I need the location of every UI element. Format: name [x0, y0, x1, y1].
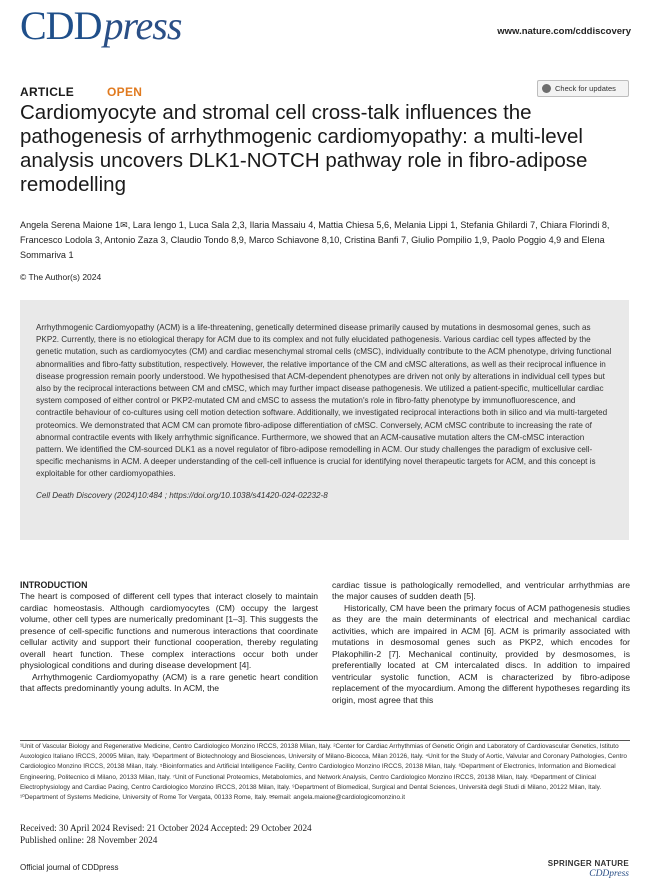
check-updates-button[interactable] — [537, 80, 629, 97]
body-column-left — [20, 580, 318, 695]
paragraph: cardiac tissue is pathologically remodelled, and ventricular arrhythmias are the major causes of sudden death [5]. — [332, 580, 630, 602]
logo-main: CDD — [20, 3, 102, 48]
abstract-box — [20, 300, 629, 540]
publication-dates — [20, 823, 630, 846]
section-heading: INTRODUCTION — [20, 580, 88, 590]
affiliations: ¹Unit of Vascular Biology and Regenerative Medicine, Centro Cardiologico Monzino IRCCS, 20138 Milan, Italy. ²Center for Cardiac Arrhythmias of Genetic Origin and Laboratory of Cardiovascular Genetics, Istituto Auxologico Italiano IRCCS, 20095 Milan, Italy. ³Department of Biotechnology and Biosciences, University of Milano-Bicocca, Milan 20126, Italy. ⁴Unit for the Study of Aortic, Valvular and Coronary Pathologies, Centro Cardiologico Monzino IRCCS, 20138 Milan, Italy. ⁵Bioinformatics and Artificial Intelligence Facility, Centro Cardiologico Monzino IRCCS, 20138 Milan, Italy. ⁶Department of Electronics, Information and Biomedical Engineering, Politecnico di Milano, 20133 Milan, Italy. ⁷Unit of Functional Proteomics, Metabolomics, and Network Analysis, Centro Cardiologico Monzino IRCCS, 20138 Milan, Italy. ⁸Department of Clinical Electrophysiology and Cardiac Pacing, Centro Cardiologico Monzino IRCCS, 20138 Milan, Italy. ⁹Department of Biomedical, Surgical and Dental Sciences, Università degli Studi di Milano, 20122 Milan, Italy. ¹⁰Department of Systems Medicine, University of Rome Tor Vergata, 00133 Rome, Italy. ✉email: angela.maione@cardiologicomonzino.it — [20, 743, 627, 802]
publisher-logo — [548, 858, 629, 880]
update-icon — [542, 84, 551, 93]
footnote-divider — [20, 740, 630, 741]
journal-logo — [20, 2, 181, 49]
paragraph: Arrhythmogenic Cardiomyopathy (ACM) is a rare genetic heart condition that affects predominantly young adults. In ACM, the — [20, 671, 318, 694]
abstract-text: Arrhythmogenic Cardiomyopathy (ACM) is a life-threatening, genetically determined disease primarily caused by mutations in desmosomal genes, such as PKP2. Currently, there is no etiological therapy for ACM due to its complex and not fully elucidated pathogenesis. Various cardiac cell types affected by the genetic mutation, such as cardiomyocytes (CM) and cardiac mesenchymal stromal cells (cMSC), individually contribute to the ACM phenotype, driving functional abnormalities and fibro-fatty substitution, respectively. However, the relative importance of the CM and cMSC alterations, as well as their reciprocal influence in disease progression remain poorly understood. We hypothesised that ACM-dependent phenotypes are driven not only by alterations in individual cell types but also by the reciprocal interactions between CM and cMSC, which may further impact disease pathogenesis. We utilized a patient-specific, multicellular cardiac system composed of either control or PKP2-mutated CM and cMSC to assess the mutation's role in fibro-fatty phenotype by immunofluorescence, and contractile behaviour of co-cultures using cell motion detection software. Additionally, we investigated reciprocal interactions both in silico and via multi-targeted proteomics. We demonstrated that ACM CM can promote fibro-adipose differentiation of cMSC. Conversely, ACM cMSC contribute to increasing the rate of abnormal contractile events with likely arrhythmic significance. Furthermore, we showed that an ACM-causative mutation alters the CM-cMSC interaction pattern. We identified the CM-sourced DLK1 as a novel regulator of fibro-adipose remodelling in ACM. Our study challenges the paradigm of exclusive cell-specific mechanisms in ACM. A deeper understanding of the cell-cell influence is crucial for identifying novel therapeutic targets for ACM, and this concept is exploitable for other cardiomyopathies. — [36, 323, 612, 479]
article-title: Cardiomyocyte and stromal cell cross-talk influences the pathogenesis of arrhythmogenic cardiomyopathy: a multi-level analysis uncovers DLK1-NOTCH pathway role in fibro-adipose remodelling — [20, 101, 588, 196]
body-column-right — [332, 580, 630, 706]
paragraph: The heart is composed of different cell types that interact closely to maintain cardiac homeostasis. Although cardiomyocytes (CM) occupy the largest volume, other cell types are numerically predominant [1–3]. This suggests the presence of cell-specific functions and numerous interactions that coordinate cellular activity and support their functional cooperation, thereby regulating overall heart function. These complex interactions occur both under physiological conditions and during disease development [4]. — [20, 591, 318, 671]
author-list: Angela Serena Maione 1✉, Lara Iengo 1, Luca Sala 2,3, Ilaria Massaiu 4, Mattia Chiesa 5,6, Melania Lippi 1, Stefania Ghilardi 7, Chiara Florindi 8, Francesco Lodola 3, Antonio Zaza 3, Claudio Tondo 8,9, Marco Schiavone 8,10, Cristina Banfi 7, Giulio Pompilio 1,9, Paolo Poggio 4,9 and Elena Sommariva 1 — [20, 220, 610, 260]
open-access-label: OPEN — [107, 85, 143, 99]
publisher-name: SPRINGER NATURE — [547, 859, 629, 868]
check-updates-label: Check for updates — [555, 84, 616, 93]
dates-received: Received: 30 April 2024 Revised: 21 October 2024 Accepted: 29 October 2024 — [20, 823, 312, 833]
copyright: © The Author(s) 2024 — [20, 272, 102, 282]
dates-published: Published online: 28 November 2024 — [20, 834, 158, 845]
paragraph: Historically, CM have been the primary focus of ACM pathogenesis studies as they are the main determinants of electrical and mechanical cardiac activities, which are impaired in ACM [6]. ACM is primarily associated with mutations in desmosomal genes such as PKP2, which encodes for Plakophilin-2 [7]. Mechanical continuity, provided by desmosomes, is preferentially located at CM intercalated discs. In addition to impaired ventricular systolic function, ACM is characterized by fibro-adipose replacement of the myocardium. Among the different hypotheses regarding its origin, most agree that this — [332, 602, 630, 705]
footer-journal: Official journal of CDDpress — [20, 863, 119, 872]
journal-url[interactable]: www.nature.com/cddiscovery — [497, 26, 631, 37]
publisher-press: CDDpress — [589, 869, 629, 879]
article-type: ARTICLE — [20, 85, 75, 99]
logo-press: press — [103, 3, 182, 48]
citation[interactable]: Cell Death Discovery (2024)10:484 ; https://doi.org/10.1038/s41420-024-02232-8 — [36, 490, 328, 500]
